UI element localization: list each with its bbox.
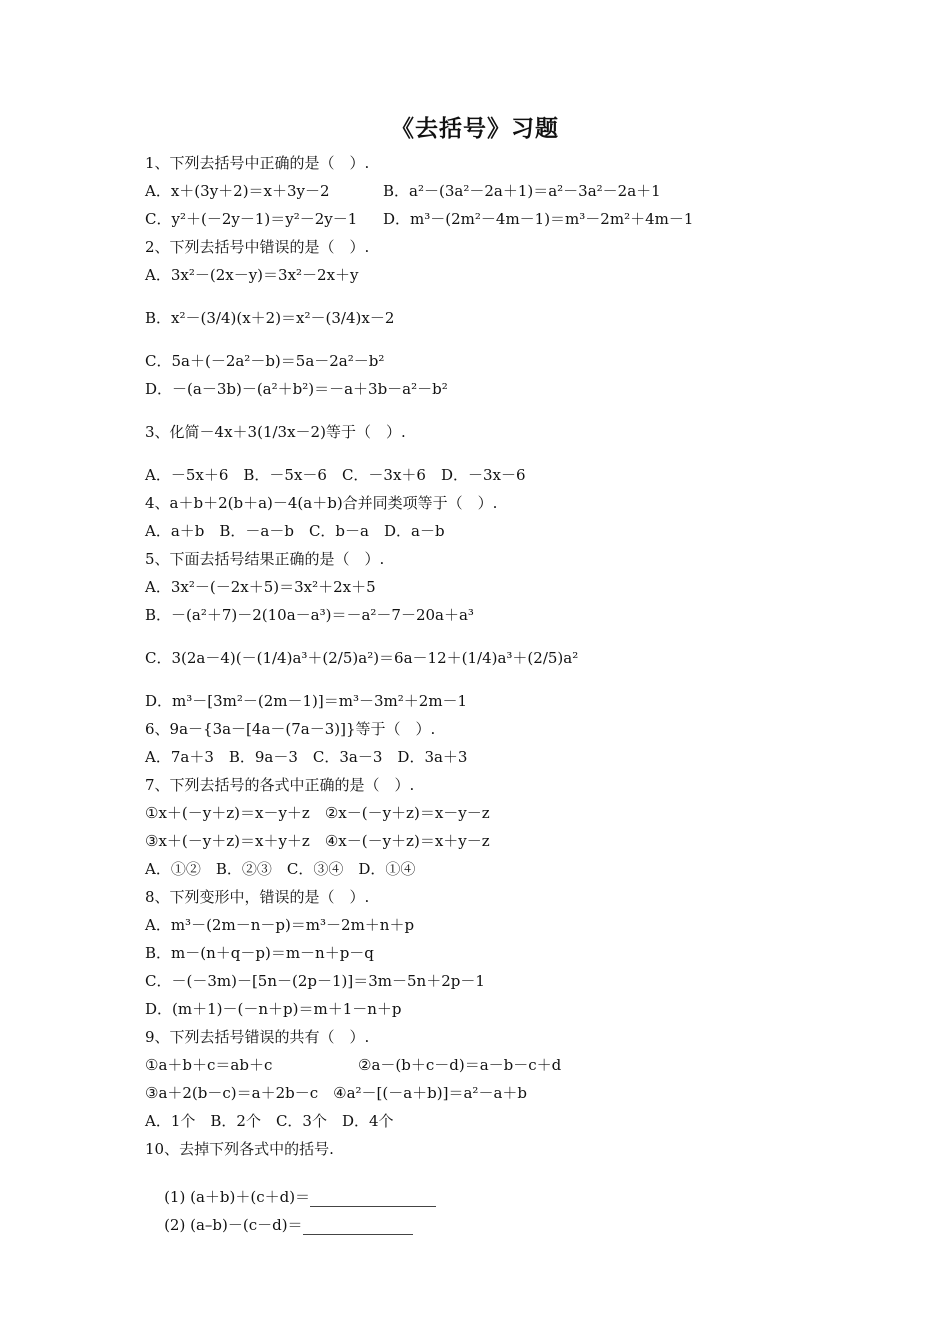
q7-statements-2: ③x＋(－y＋z)＝x＋y＋z ④x－(－y＋z)＝x＋y－z	[145, 832, 490, 850]
q2-stem: 2、下列去括号中错误的是（ ）.	[145, 238, 370, 256]
q10-part-1-text: (1) (a＋b)＋(c＋d)＝	[164, 1188, 311, 1206]
q8-option-d: D．(m＋1)－(－n＋p)＝m＋1－n＋p	[145, 1000, 402, 1018]
q9-statements-3-4: ③a＋2(b－c)＝a＋2b－c ④a²－[(－a＋b)]＝a²－a＋b	[145, 1084, 527, 1102]
q5-option-a: A．3x²－(－2x＋5)＝3x²＋2x＋5	[145, 578, 376, 596]
q9-statement-1: ①a＋b＋c＝ab＋c	[145, 1056, 273, 1074]
q6-options: A．7a＋3 B．9a－3 C．3a－3 D．3a＋3	[145, 748, 468, 766]
q2-option-d: D．－(a－3b)－(a²＋b²)＝－a＋3b－a²－b²	[145, 380, 448, 398]
q8-option-a: A．m³－(2m－n－p)＝m³－2m＋n＋p	[145, 916, 415, 934]
q10-part-2-text: (2) (a–b)－(c－d)＝	[164, 1216, 303, 1234]
q8-option-b: B．m－(n＋q－p)＝m－n＋p－q	[145, 944, 374, 962]
q1-option-c: C．y²＋(－2y－1)＝y²－2y－1	[145, 210, 358, 228]
q4-options: A．a＋b B．－a－b C．b－a D．a－b	[145, 522, 445, 540]
q5-option-b: B．－(a²＋7)－2(10a－a³)＝－a²－7－20a＋a³	[145, 606, 474, 624]
answer-blank-2[interactable]	[303, 1220, 413, 1235]
q3-options: A．－5x＋6 B．－5x－6 C．－3x＋6 D．－3x－6	[145, 466, 526, 484]
q7-options: A．①② B．②③ C．③④ D．①④	[145, 860, 416, 878]
q1-option-b: B．a²－(3a²－2a＋1)＝a²－3a²－2a＋1	[383, 182, 661, 200]
q8-option-c: C．－(－3m)－[5n－(2p－1)]＝3m－5n＋2p－1	[145, 972, 485, 990]
q2-option-b: B．x²－(3/4)(x＋2)＝x²－(3/4)x－2	[145, 309, 395, 327]
q7-statements-1: ①x＋(－y＋z)＝x－y＋z ②x－(－y＋z)＝x－y－z	[145, 804, 490, 822]
q9-stem: 9、下列去括号错误的共有（ ）.	[145, 1028, 370, 1046]
q5-option-d: D．m³－[3m²－(2m－1)]＝m³－3m²＋2m－1	[145, 692, 468, 710]
q5-stem: 5、下面去括号结果正确的是（ ）.	[145, 550, 385, 568]
q5-option-c: C．3(2a－4)(－(1/4)a³＋(2/5)a²)＝6a－12＋(1/4)a³＋(2/5)a²	[145, 649, 579, 667]
q4-stem: 4、a＋b＋2(b＋a)－4(a＋b)合并同类项等于（ ）.	[145, 494, 498, 512]
q7-stem: 7、下列去括号的各式中正确的是（ ）.	[145, 776, 415, 794]
q6-stem: 6、9a－{3a－[4a－(7a－3)]}等于（ ）.	[145, 720, 436, 738]
q9-statement-2: ②a－(b＋c－d)＝a－b－c＋d	[358, 1056, 562, 1074]
q9-options: A．1个 B．2个 C．3个 D．4个	[145, 1112, 394, 1130]
q1-stem: 1、下列去括号中正确的是（ ）.	[145, 154, 370, 172]
page-title: 《去括号》习题	[391, 115, 559, 142]
q3-stem: 3、化简－4x＋3(1/3x－2)等于（ ）.	[145, 423, 406, 441]
q1-option-d: D．m³－(2m²－4m－1)＝m³－2m²＋4m－1	[383, 210, 694, 228]
q10-part-2	[145, 1195, 413, 1255]
q2-option-a: A．3x²－(2x－y)＝3x²－2x＋y	[145, 266, 359, 284]
q1-option-a: A．x＋(3y＋2)＝x＋3y－2	[145, 182, 330, 200]
q2-option-c: C．5a＋(－2a²－b)＝5a－2a²－b²	[145, 352, 385, 370]
q10-stem: 10、去掉下列各式中的括号.	[145, 1140, 334, 1158]
q8-stem: 8、下列变形中，错误的是（ ）.	[145, 888, 370, 906]
